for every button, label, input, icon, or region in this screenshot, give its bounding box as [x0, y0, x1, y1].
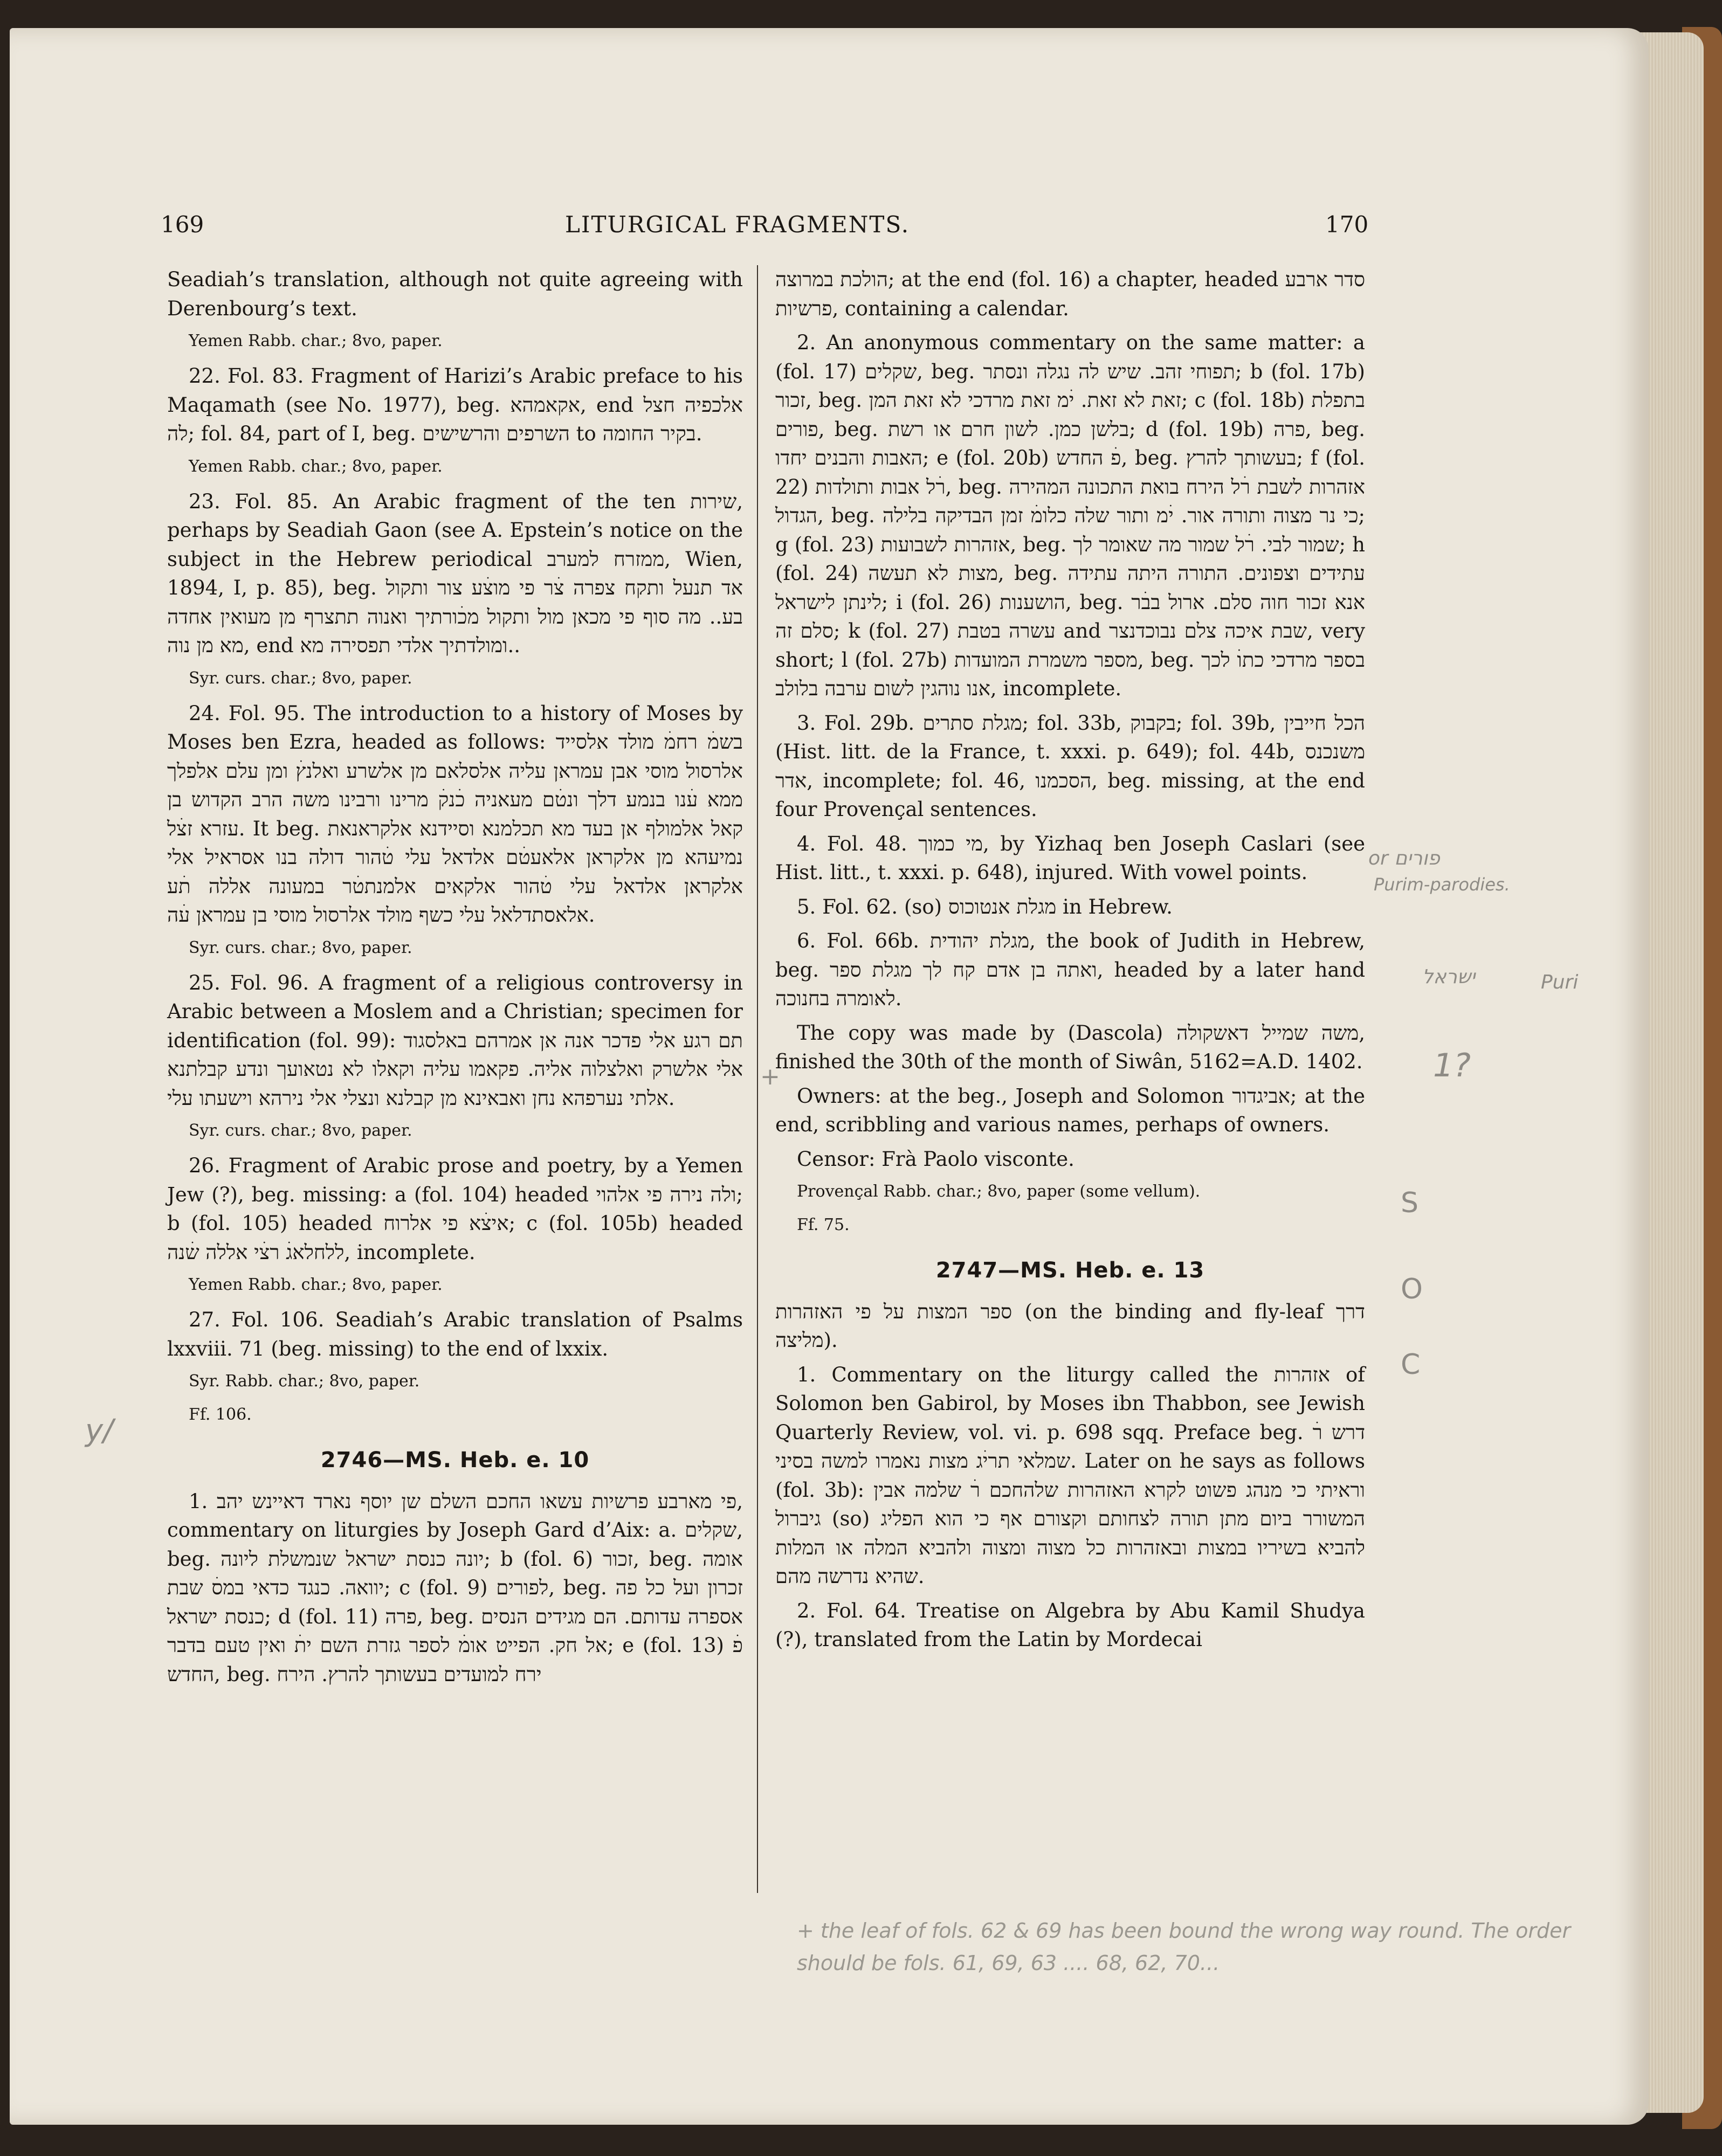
column-divider [757, 265, 758, 1893]
entry-24: 24. Fol. 95. The introduction to a history of Moses by Moses ben Ezra, headed as follows: בשמׄ רחמׄ מולד אלסייד אלרסול מוסי אבן עמראן עליה אלסלאם מן אלשרע ואלנץׄ ומן עלם אלפלך ממא עׄנו בנמע דלך ונטׄם מעאניה כׄנקׄ מרינו ורבינו משה הרב הקדוש בן עזרא זצׄל. It beg. קאל אלמולף אן בעד מא תכלמנא וסיידנא אלקראנאת נמיעהא מן אלקראן אלאעטׄם אלדאל עלי טׄהור דולה בנו אסראיל אלי אלקראן אלדאל עלי טׄהור אלקאים אלמנתטׄר במעונה אללה תׄע אלאסתדלאל עלי כשף מולד אלרסול מוסי בן עמראן עׄה. [167, 701, 743, 927]
marginal-note: O [1401, 1273, 1423, 1305]
entry-27: 27. Fol. 106. Seadiah’s Arabic translation of Psalms lxxviii. 71 (beg. missing) to the end of lxxix. [167, 1308, 743, 1360]
entry-folio-count: Ff. 75. [797, 1215, 850, 1234]
entry-note: Syr. curs. char.; 8vo, paper. [189, 668, 412, 688]
entry-folio-count: Ff. 106. [189, 1405, 252, 1424]
bottom-handwritten-note: + the leaf of fols. 62 & 69 has been bound the wrong way round. The order should be fols. 61, 69, 63 .... 68, 62, 70... [797, 1919, 1571, 1975]
entry-text: Seadiah’s translation, although not quite agreeing with Derenbourg’s text. [167, 268, 743, 320]
page [10, 28, 1649, 2125]
entry-3: 3. Fol. 29b. מגלת סתרים; fol. 33b, בקבוק; fol. 39b, הכל חייבין (Hist. litt. de la France, t. xxxi. p. 649); fol. 44b, משנכנס אדר, incomplete; fol. 46, הסכמנו, beg. missing, at the end four Provençal sentences. [775, 711, 1365, 821]
entry-text: הולכת במרוצה; at the end (fol. 16) a chapter, headed סדר ארבע פרשיות, containing a calendar. [775, 268, 1365, 320]
entry-note: Syr. Rabb. char.; 8vo, paper. [189, 1372, 420, 1391]
ms-heading-2746: 2746—MS. Heb. e. 10 [320, 1448, 590, 1473]
entry-2747-1: 1. Commentary on the liturgy called the אזהרות of Solomon ben Gabirol, by Moses ibn Thabbon, see Jewish Quarterly Review, vol. vi. p. 698 sqq. Preface beg. דרש רׄ שמלאי תריׄג מצות נאמרו למשה בסיני. Later on he says as follows (fol. 3b): וראיתי כי מנהג פשוט לקרא האזהרות שלהחכם רׄ שלמה אבין גיברול (so) המשורר ביום מתן תורה לצחותם וקצורם אף כי הוא הפליג להביא בשיריו במצות ובאזהרות כל מצוה ומצוה ולהביא המלה או המלות שהיא נדרשה מהם. [775, 1363, 1366, 1588]
entry-5: 5. Fol. 62. (so) מגלת אנטוכוס in Hebrew. [797, 895, 1173, 918]
ms-heading-2747: 2747—MS. Heb. e. 13 [935, 1258, 1205, 1283]
entry-note: Provençal Rabb. char.; 8vo, paper (some vellum). [797, 1182, 1201, 1201]
right-column [775, 265, 1365, 1660]
entry-2: 2. An anonymous commentary on the same matter: a (fol. 17) שקלים, beg. תפוחי זהב. שיש לה נגלה ונסתר; b (fol. 17b) זכור, beg. זאת לא זאת. יׄמ זאת מרדכי לא זאת המן; c (fol. 18b) בתפלת פורים, beg. בלשן כמן. לשון חרם או רשת; d (fol. 19b) פרה, beg. האבות והבנים יחדו; e (fol. 20b) פׄ החדש, beg. בעשותך להרץ; f (fol. 22) רׄל אבות ותולדות, beg. אזהרות לשבת רׄל הירח בואת התכונה המהירה הגדול, beg. כי נר מצוה ותורה אור. יׄמ ותור שלה כלומׄ זמן הבדיקה בלילה; g (fol. 23) אזהרות לשבועות, beg. שמור לבי. רׄל שמור מה שאומר לך; h (fol. 24) מצות לא תעשה, beg. עתידים וצפונים. התורה היתה עתידה לינתן לישראל; i (fol. 26) הושענות, beg. אנא זכור חוה סלם. ארול בבׄר סלם זה; k (fol. 27) עשרה בטבת and שבת איכה צלם נבוכדנצר, very short; l (fol. 27b) מספר משמרת המועדות, beg. בספר מרדכי כתוׄ לכך אנו נוהגין לשום ערבה בלולב, incomplete. [775, 331, 1366, 700]
marginal-note: Purim-parodies. [1374, 874, 1510, 895]
entry-note: Syr. curs. char.; 8vo, paper. [189, 1121, 412, 1140]
entry-2746-1: 1. פי מארבע פרשיות עשאו החכם השלם שן יוסף נארד דאיינש יהב, commentary on liturgies by Joseph Gard d’Aix: a. שקלים, beg. יונה כנסת ישראל שנמשלת ליונה; b (fol. 6) זכור, beg. אומה יוואה. כנגד כדאי במסׄ שבת; c (fol. 9) לפורים, beg. זכרון ועל כל פה כנסת ישראל; d (fol. 11) פרה, beg. אספרה עדותם. הם מגידים הנסים אל חק. הפייט אומׄ לספר גזרת השם יתׄ ואין טעם בדבר; e (fol. 13) פׄ החדש, beg. ירח למועדים בעשותך להרץ. הירח [167, 1489, 743, 1686]
page-number-right: 170 [1325, 211, 1369, 238]
entry-note: Yemen Rabb. char.; 8vo, paper. [189, 457, 443, 476]
marginal-note: 1? [1433, 1047, 1471, 1084]
entry-note: Yemen Rabb. char.; 8vo, paper. [189, 1275, 443, 1294]
marginal-note: ישראל [1422, 966, 1476, 988]
left-column [167, 265, 743, 1694]
entry-4: 4. Fol. 48. מי כמוך, by Yizhaq ben Joseph Caslari (see Hist. litt., t. xxxi. p. 648), injured. With vowel points. [775, 832, 1366, 884]
marginal-note: or פורים [1368, 847, 1440, 869]
copy-note: The copy was made by (Dascola) משה שמייל דאשקולה, finished the 30th of the month of Siwân, 5162=A.D. 1402. [775, 1021, 1366, 1073]
marginal-note: y/ [85, 1413, 114, 1448]
entry-2747-2: 2. Fol. 64. Treatise on Algebra by Abu Kamil Shudya (?), translated from the Latin by Mordecai [775, 1599, 1365, 1651]
running-header [10, 206, 1649, 249]
entry-23: 23. Fol. 85. An Arabic fragment of the ten שירות, perhaps by Seadiah Gaon (see A. Epstein’s notice on the subject in the Hebrew periodical ממזרח למערב, Wien, 1894, I, p. 85), beg. אד תנעל ותקח צפרה צׄר פי מוצׄע צור ותקול בע.. מה סוף פי מכאן מול ותקול מכׄורתיך ואנוה תתצרף מן מעואין אחדה מא מן נוה, end ומולדתיך אלדי תפסירה מא.. [167, 489, 743, 657]
marginal-note: + [760, 1063, 780, 1090]
entry-6: 6. Fol. 66b. מגלת יהודית, the book of Judith in Hebrew, beg. ואתה בן אדם קח לך מגלת ספר, headed by a later hand לאומרה בחנוכה. [775, 929, 1366, 1010]
censor-note: Censor: Frà Paolo visconte. [797, 1147, 1074, 1171]
marginal-note: Puri [1541, 971, 1579, 993]
entry-note: Yemen Rabb. char.; 8vo, paper. [189, 331, 443, 350]
running-title: LITURGICAL FRAGMENTS. [565, 211, 910, 238]
entry-22: 22. Fol. 83. Fragment of Harizi’s Arabic preface to his Maqamath (see No. 1977), beg. אקאמהא, end אלכפיה חצל לה; fol. 84, part of I, beg. השרפים והרשישים to בקיר החומה. [167, 364, 743, 445]
entry-25: 25. Fol. 96. A fragment of a religious controversy in Arabic between a Moslem and a Christian; specimen for identification (fol. 99): תם רגע אלי פדכר אנה אן אמרהם באלסגוד אלי אלשרק ואלצלוה אליה. פקאמו עליה וקאלו לא נטאועך ונדע קבלתנא אלתי נערפהא נחן ואבאינא מן קבלנא ונצלי אלי נירהא וישעתו עלי. [167, 971, 743, 1110]
marginal-note: S [1401, 1187, 1419, 1219]
entry-note: Syr. curs. char.; 8vo, paper. [189, 938, 412, 957]
page-number-left: 169 [161, 211, 204, 238]
entry-26: 26. Fragment of Arabic prose and poetry, by a Yemen Jew (?), beg. missing: a (fol. 104) headed ולה נירה פי אלהוי; b (fol. 105) headed איצׄא פי אלרוח; c (fol. 105b) headed ללחלאגׄ רצׄי אללה שׄנה, incomplete. [167, 1154, 743, 1264]
entry-2747-title: ספר המצות על פי האזהרות (on the binding and fly-leaf דרך מליצה). [775, 1300, 1365, 1352]
owners-note: Owners: at the beg., Joseph and Solomon אביגדור; at the end, scribbling and various names, perhaps of owners. [775, 1084, 1366, 1136]
marginal-note: C [1401, 1349, 1421, 1381]
